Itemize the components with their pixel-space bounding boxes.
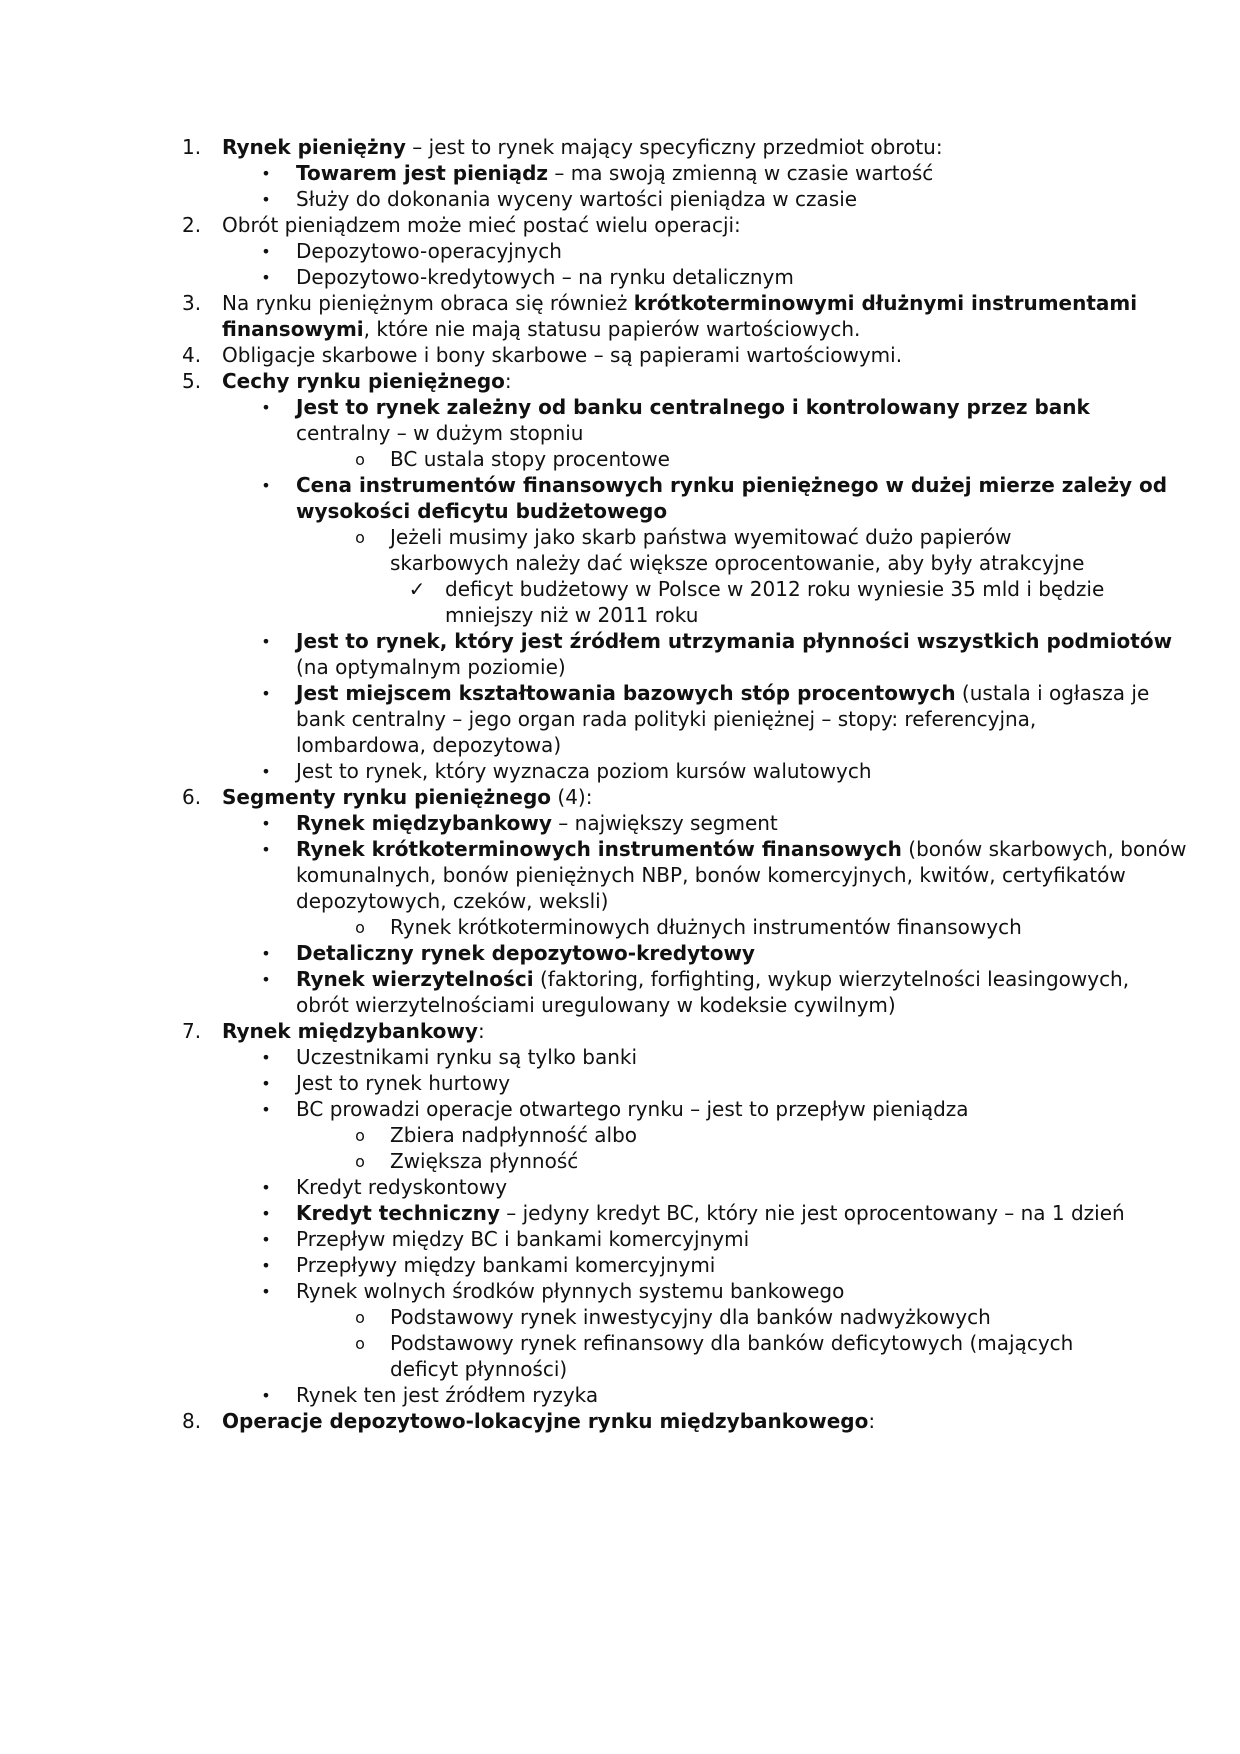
text-line <box>296 1381 598 1410</box>
list-number: 3. <box>182 291 202 315</box>
text-line <box>222 211 741 240</box>
text-line <box>222 133 943 162</box>
bullet-icon: • <box>261 1100 271 1119</box>
text-segment: komunalnych, bonów pieniężnych NBP, bonów komercyjnych, kwitów, certyfikatów <box>296 863 1126 887</box>
text-segment: – jedyny kredyt BC, który nie jest oprocentowany – na 1 dzień <box>499 1201 1125 1225</box>
list-number: 6. <box>182 785 202 809</box>
text-segment: (ustala i ogłasza je <box>955 681 1150 705</box>
text-line <box>296 757 872 786</box>
bullet-icon: • <box>261 190 271 209</box>
text-line <box>296 1095 969 1124</box>
text-line <box>445 601 698 630</box>
list-number: 1. <box>182 135 202 159</box>
bullet-icon: • <box>261 944 271 963</box>
text-line <box>296 679 1149 708</box>
list-number: 2. <box>182 213 202 237</box>
list-number: 8. <box>182 1409 202 1433</box>
text-line <box>390 913 1022 942</box>
text-segment: Rynek ten jest źródłem ryzyka <box>296 1383 599 1407</box>
list-number: 7. <box>182 1019 202 1043</box>
bullet-icon: • <box>261 1048 271 1067</box>
text-line <box>222 341 902 370</box>
bullet-icon: • <box>261 684 271 703</box>
text-line <box>296 237 562 266</box>
text-segment: Depozytowo-kredytowych – na rynku detalicznym <box>296 265 794 289</box>
text-segment: Kredyt redyskontowy <box>296 1175 508 1199</box>
text-line <box>222 1017 485 1046</box>
text-segment: – jest to rynek mający specyficzny przedmiot obrotu: <box>405 135 943 159</box>
text-line <box>296 1043 637 1072</box>
text-line <box>296 627 1172 656</box>
text-segment: Uczestnikami rynku są tylko banki <box>296 1045 638 1069</box>
bullet-icon: • <box>261 1178 271 1197</box>
text-segment: depozytowych, czeków, weksli) <box>296 889 609 913</box>
bullet-icon: • <box>261 242 271 261</box>
text-line <box>296 419 583 448</box>
text-line <box>296 1251 715 1280</box>
bullet-icon: • <box>261 164 271 183</box>
bold-text: Rynek międzybankowy <box>222 1019 478 1043</box>
bullet-icon: • <box>261 814 271 833</box>
text-line <box>390 1355 567 1384</box>
text-segment: : <box>868 1409 876 1433</box>
bullet-icon: • <box>261 840 271 859</box>
bold-text: Cechy rynku pieniężnego <box>222 369 505 393</box>
text-segment: Zwiększa płynność <box>390 1149 579 1173</box>
text-line <box>296 965 1129 994</box>
text-segment: Podstawowy rynek inwestycyjny dla banków nadwyżkowych <box>390 1305 991 1329</box>
bold-text: Rynek pieniężny <box>222 135 406 159</box>
bold-text: Jest to rynek zależny od banku centralnego i kontrolowany przez bank <box>296 395 1090 419</box>
bullet-icon: • <box>261 1230 271 1249</box>
text-segment: Przepływ między BC i bankami komercyjnymi <box>296 1227 750 1251</box>
bullet-icon: o <box>355 1126 365 1145</box>
bold-text: wysokości deficytu budżetowego <box>296 499 668 523</box>
bold-text: finansowymi <box>222 317 364 341</box>
text-line <box>390 549 1084 578</box>
text-line <box>296 1225 749 1254</box>
bullet-icon: • <box>261 1074 271 1093</box>
text-segment: (na optymalnym poziomie) <box>296 655 566 679</box>
bold-text: krótkoterminowymi dłużnymi instrumentami <box>633 291 1138 315</box>
text-segment: , które nie mają statusu papierów wartościowych. <box>363 317 861 341</box>
text-line <box>296 263 794 292</box>
text-segment: Obligacje skarbowe i bony skarbowe – są papierami wartościowymi. <box>222 343 903 367</box>
text-line <box>296 991 896 1020</box>
text-segment: mniejszy niż w 2011 roku <box>445 603 699 627</box>
bullet-icon: o <box>355 450 365 469</box>
text-line <box>390 1121 637 1150</box>
text-line <box>296 1069 510 1098</box>
text-segment: bank centralny – jego organ rada polityki pieniężnej – stopy: referencyjna, <box>296 707 1037 731</box>
bullet-icon: • <box>261 1282 271 1301</box>
text-line <box>296 653 566 682</box>
text-line <box>296 705 1036 734</box>
text-line <box>390 1147 578 1176</box>
text-segment: Zbiera nadpłynność albo <box>390 1123 638 1147</box>
text-segment: deficyt płynności) <box>390 1357 568 1381</box>
text-line <box>296 731 561 760</box>
text-line <box>296 393 1090 422</box>
text-line <box>222 289 1137 318</box>
bold-text: Towarem jest pieniądz <box>296 161 549 185</box>
bold-text: Jest to rynek, który jest źródłem utrzymania płynności wszystkich podmiotów <box>296 629 1173 653</box>
bullet-icon: • <box>261 762 271 781</box>
bullet-icon: • <box>261 476 271 495</box>
text-segment: Przepływy między bankami komercyjnymi <box>296 1253 716 1277</box>
text-line <box>390 1303 991 1332</box>
bold-text: Detaliczny rynek depozytowo-kredytowy <box>296 941 755 965</box>
text-line <box>296 471 1167 500</box>
text-segment: (4): <box>551 785 593 809</box>
text-segment: (faktoring, forfighting, wykup wierzytelności leasingowych, <box>533 967 1130 991</box>
bullet-icon: • <box>261 1386 271 1405</box>
text-segment: (bonów skarbowych, bonów <box>901 837 1187 861</box>
text-segment: Depozytowo-operacyjnych <box>296 239 562 263</box>
text-line <box>296 887 608 916</box>
bullet-icon: • <box>261 970 271 989</box>
text-line <box>296 939 755 968</box>
text-line <box>296 159 933 188</box>
text-line <box>222 367 512 396</box>
bullet-icon: o <box>355 528 365 547</box>
bullet-icon: • <box>261 268 271 287</box>
bullet-icon: o <box>355 918 365 937</box>
text-segment: : <box>504 369 512 393</box>
bullet-icon: o <box>355 1152 365 1171</box>
list-number: 5. <box>182 369 202 393</box>
text-segment: – ma swoją zmienną w czasie wartość <box>548 161 934 185</box>
text-line <box>390 445 670 474</box>
text-segment: Służy do dokonania wyceny wartości pieniądza w czasie <box>296 187 858 211</box>
text-segment: Obrót pieniądzem może mieć postać wielu operacji: <box>222 213 741 237</box>
bullet-icon: o <box>355 1334 365 1353</box>
text-line <box>296 1173 507 1202</box>
bold-text: Cena instrumentów finansowych rynku pieniężnego w dużej mierze zależy od <box>296 473 1168 497</box>
bold-text: Segmenty rynku pieniężnego <box>222 785 552 809</box>
text-line <box>445 575 1104 604</box>
bold-text: Rynek wierzytelności <box>296 967 534 991</box>
text-segment: – największy segment <box>551 811 778 835</box>
text-segment: BC ustala stopy procentowe <box>390 447 670 471</box>
text-line <box>390 1329 1073 1358</box>
bullet-icon: o <box>355 1308 365 1327</box>
text-segment: Podstawowy rynek refinansowy dla banków deficytowych (mających <box>390 1331 1074 1355</box>
bullet-icon: • <box>261 1204 271 1223</box>
bold-text: Rynek międzybankowy <box>296 811 552 835</box>
text-segment: Jest to rynek hurtowy <box>296 1071 511 1095</box>
text-line <box>222 783 592 812</box>
bold-text: Rynek krótkoterminowych instrumentów finansowych <box>296 837 902 861</box>
text-segment: obrót wierzytelnościami uregulowany w kodeksie cywilnym) <box>296 993 896 1017</box>
text-segment: deficyt budżetowy w Polsce w 2012 roku wyniesie 35 mld i będzie <box>445 577 1105 601</box>
text-segment: lombardowa, depozytowa) <box>296 733 562 757</box>
text-segment: Rynek krótkoterminowych dłużnych instrumentów finansowych <box>390 915 1022 939</box>
text-line <box>296 809 778 838</box>
text-segment: Jest to rynek, który wyznacza poziom kursów walutowych <box>296 759 872 783</box>
text-segment: Rynek wolnych środków płynnych systemu bankowego <box>296 1279 845 1303</box>
text-line <box>296 1199 1125 1228</box>
bullet-icon: • <box>261 632 271 651</box>
text-segment: centralny – w dużym stopniu <box>296 421 584 445</box>
bold-text: Kredyt techniczny <box>296 1201 500 1225</box>
text-line <box>296 497 667 526</box>
checkmark-icon: ✓ <box>408 577 426 601</box>
text-segment: Na rynku pieniężnym obraca się również <box>222 291 634 315</box>
text-segment: Jeżeli musimy jako skarb państwa wyemitować dużo papierów <box>390 525 1012 549</box>
list-number: 4. <box>182 343 202 367</box>
text-line <box>222 1407 875 1436</box>
bold-text: Jest miejscem kształtowania bazowych stóp procentowych <box>296 681 956 705</box>
bold-text: Operacje depozytowo-lokacyjne rynku międzybankowego <box>222 1409 869 1433</box>
text-line <box>390 523 1012 552</box>
text-line <box>296 185 857 214</box>
text-line <box>222 315 860 344</box>
text-line <box>296 835 1186 864</box>
text-segment: BC prowadzi operacje otwartego rynku – jest to przepływ pieniądza <box>296 1097 969 1121</box>
text-line <box>296 861 1126 890</box>
bullet-icon: • <box>261 1256 271 1275</box>
text-segment: skarbowych należy dać większe oprocentowanie, aby były atrakcyjne <box>390 551 1085 575</box>
text-segment: : <box>477 1019 485 1043</box>
text-line <box>296 1277 844 1306</box>
bullet-icon: • <box>261 398 271 417</box>
